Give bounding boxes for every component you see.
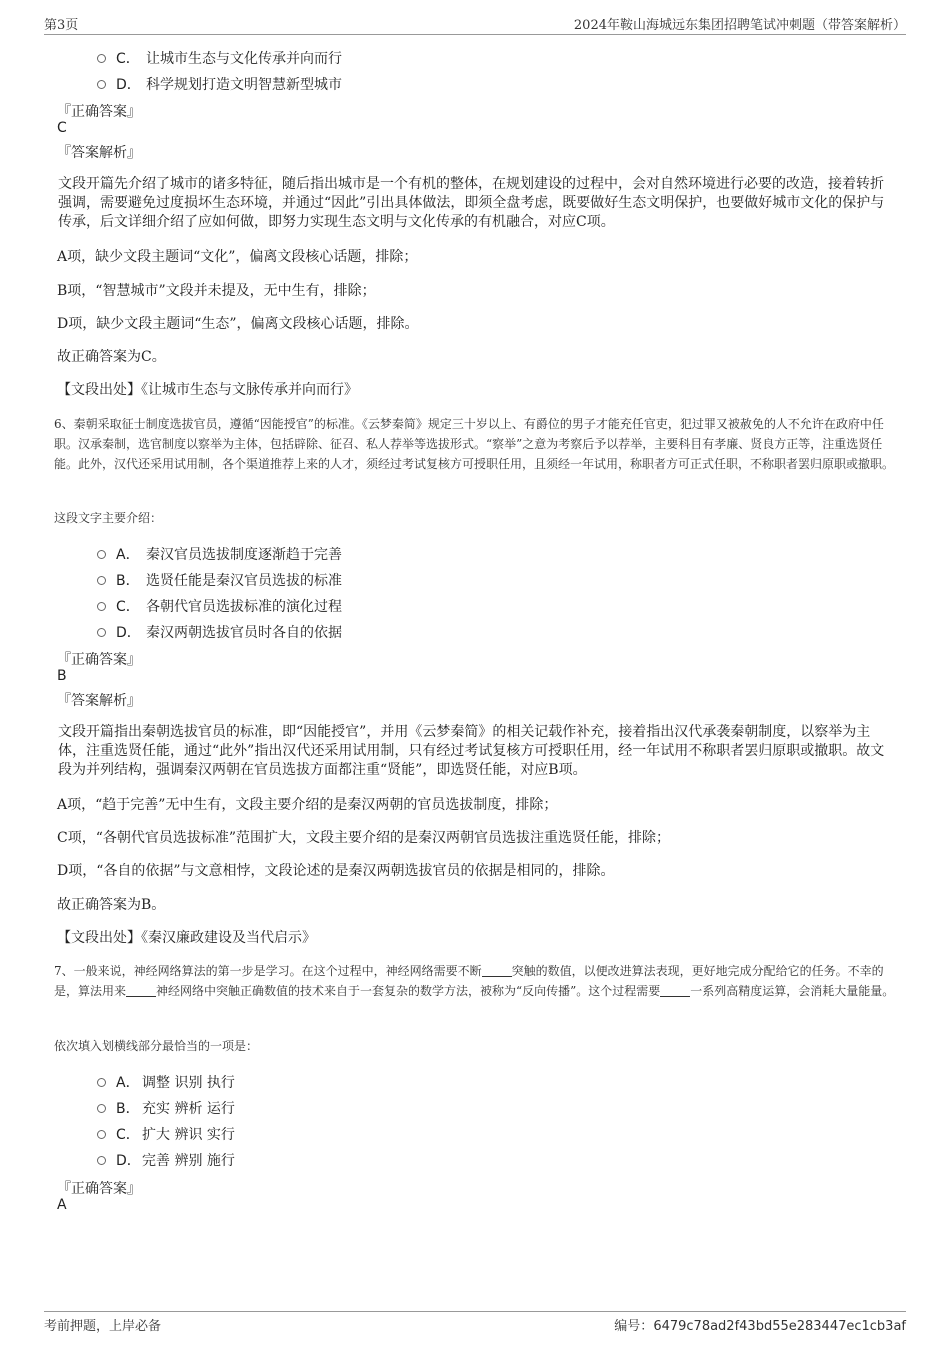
q7-option-a[interactable]: A． 调整 识别 执行 xyxy=(97,1072,235,1092)
footer-slogan: 考前押题，上岸必备 xyxy=(44,1319,162,1334)
q6-conclusion: 故正确答案为B。 xyxy=(57,897,166,913)
q6-point-a: A项，“趋于完善”无中生有，文段主要介绍的是秦汉两朝的官员选拔制度，排除； xyxy=(57,797,558,813)
q6-answer-label: 『正确答案』 xyxy=(57,652,141,668)
q7-option-d[interactable]: D．完善 辨别 施行 xyxy=(97,1150,235,1170)
radio-icon[interactable] xyxy=(97,576,106,585)
document-title: 2024年鞍山海城远东集团招聘笔试冲刺题（带答案解析） xyxy=(573,18,906,33)
q5-point-b: B项，“智慧城市”文段并未提及，无中生有，排除； xyxy=(57,283,376,299)
q6-option-d[interactable]: D． 秦汉两朝选拔官员时各自的依据 xyxy=(97,622,342,642)
blank-2 xyxy=(126,984,156,997)
q7-answer: A xyxy=(57,1197,67,1213)
q7-option-b[interactable]: B． 充实 辨析 运行 xyxy=(97,1098,235,1118)
q6-source: 【文段出处】《秦汉廉政建设及当代启示》 xyxy=(57,930,316,946)
q5-option-c[interactable]: C． 让城市生态与文化传承并向而行 xyxy=(97,48,342,68)
radio-icon[interactable] xyxy=(97,1156,106,1165)
q6-analysis-label: 『答案解析』 xyxy=(57,693,141,709)
q7-prompt: 依次填入划横线部分最恰当的一项是： xyxy=(54,1039,259,1053)
q6-point-d: D项，“各自的依据”与文意相悖，文段论述的是秦汉两朝选拔官员的依据是相同的，排除。 xyxy=(57,863,615,879)
q5-answer-label: 『正确答案』 xyxy=(57,104,141,120)
q6-question: 6、秦朝采取征士制度选拔官员，遵循“因能授官”的标准。《云梦秦简》规定三十岁以上、有爵位的男子才能充任官吏，犯过罪又被赦免的人不允许在政府中任职。汉承秦制，选官制度以察举为主体，包括辟除、征召、私人荐举等选拔形式。“察举”之意为考察后予以荐举，主要科目有孝廉、贤良方正等，注重选贤任能。此外，汉代还采用试用制，各个渠道推荐上来的人才，须经过考试复核方可授职任用，且须经一年试用，称职者方可正式任职，不称职者罢归原职或撤职。 xyxy=(54,417,895,471)
radio-icon[interactable] xyxy=(97,54,106,63)
radio-icon[interactable] xyxy=(97,628,106,637)
page-number: 第3页 xyxy=(44,18,79,33)
radio-icon[interactable] xyxy=(97,80,106,89)
radio-icon[interactable] xyxy=(97,602,106,611)
blank-3 xyxy=(660,984,690,997)
document-code: 编号：6479c78ad2f43bd55e283447ec1cb3af xyxy=(614,1319,906,1334)
radio-icon[interactable] xyxy=(97,1130,106,1139)
q6-option-a[interactable]: A． 秦汉官员选拔制度逐渐趋于完善 xyxy=(97,544,342,564)
radio-icon[interactable] xyxy=(97,550,106,559)
q7-option-c[interactable]: C． 扩大 辨识 实行 xyxy=(97,1124,235,1144)
q7-question: 7、一般来说，神经网络算法的第一步是学习。在这个过程中，神经网络需要不断 突触的数值，以便改进算法表现，更好地完成分配给它的任务。不幸的是，算法用来 神经网络中突触正确数值的技术来自于一套复杂的数学方法，被称为“反向传播”。这个过程需要 一系列高精度运算，会消耗大量能量。 xyxy=(54,964,895,998)
q6-prompt: 这段文字主要介绍： xyxy=(54,511,163,525)
q5-source: 【文段出处】《让城市生态与文脉传承并向而行》 xyxy=(57,382,358,398)
q5-answer: C xyxy=(57,120,67,136)
blank-1 xyxy=(482,964,512,977)
q5-analysis-label: 『答案解析』 xyxy=(57,145,141,161)
q6-option-b[interactable]: B． 选贤任能是秦汉官员选拔的标准 xyxy=(97,570,342,590)
q6-analysis: 文段开篇指出秦朝选拔官员的标准，即“因能授官”，并用《云梦秦简》的相关记载作补充，接着指出汉代承袭秦朝制度，以察举为主体，注重选贤任能，通过“此外”指出汉代还采用试用制，只有经过考试复核方可授职任用，经一年试用不称职者罢归原职或撤职。故文段为并列结构，强调秦汉两朝在官员选拔方面都注重“贤能”，即选贤任能，对应B项。 xyxy=(58,724,885,778)
q5-analysis: 文段开篇先介绍了城市的诸多特征，随后指出城市是一个有机的整体，在规划建设的过程中，会对自然环境进行必要的改造，接着转折强调，需要避免过度损坏生态环境，并通过“因此”引出具体做法，即须全盘考虑，既要做好生态文明保护，也要做好城市文化的保护与传承，后文详细介绍了应如何做，即努力实现生态文明与文化传承的有机融合，对应C项。 xyxy=(58,176,885,230)
q5-point-a: A项，缺少文段主题词“文化”，偏离文段核心话题，排除； xyxy=(57,249,418,265)
radio-icon[interactable] xyxy=(97,1078,106,1087)
page-footer xyxy=(44,1311,906,1334)
q6-point-c: C项，“各朝代官员选拔标准”范围扩大，文段主要介绍的是秦汉两朝官员选拔注重选贤任能，排除； xyxy=(57,830,671,846)
q5-option-d[interactable]: D． 科学规划打造文明智慧新型城市 xyxy=(97,74,342,94)
q6-option-c[interactable]: C． 各朝代官员选拔标准的演化过程 xyxy=(97,596,342,616)
q6-answer: B xyxy=(57,668,67,684)
page-header xyxy=(44,14,906,35)
q5-point-d: D项，缺少文段主题词“生态”，偏离文段核心话题，排除。 xyxy=(57,316,419,332)
radio-icon[interactable] xyxy=(97,1104,106,1113)
q7-answer-label: 『正确答案』 xyxy=(57,1181,141,1197)
q5-conclusion: 故正确答案为C。 xyxy=(57,349,166,365)
